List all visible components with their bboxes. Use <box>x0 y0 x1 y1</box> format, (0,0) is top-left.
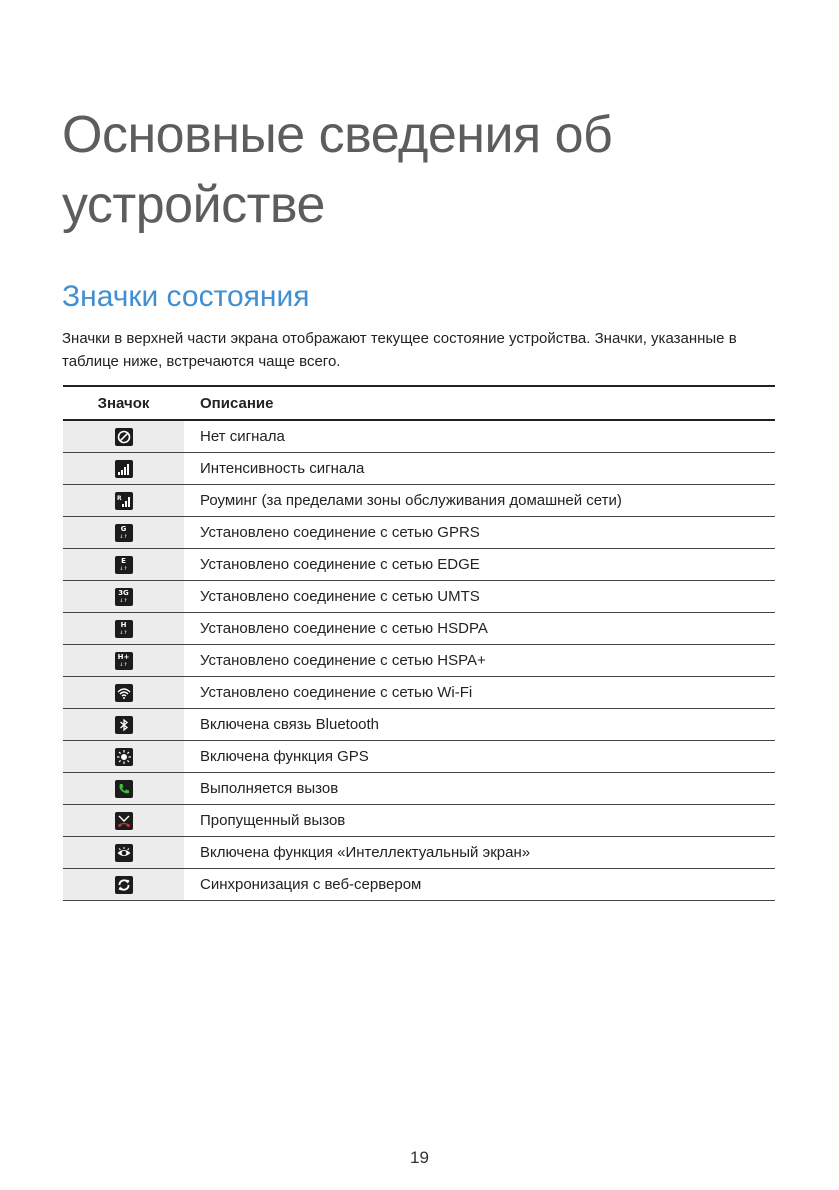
status-icons-table <box>63 385 775 901</box>
table-row <box>63 837 775 869</box>
page-number: 19 <box>410 1148 429 1167</box>
table-row <box>63 805 775 837</box>
row-description: Выполняется вызов <box>184 773 775 805</box>
call-in-progress-icon <box>115 780 133 798</box>
row-description: Роуминг (за пределами зоны обслуживания домашней сети) <box>184 485 775 517</box>
sync-icon <box>115 876 133 894</box>
table-row <box>63 773 775 805</box>
row-description: Установлено соединение с сетью GPRS <box>184 517 775 549</box>
table-row <box>63 741 775 773</box>
gprs-icon: G ↓↑ <box>115 524 133 542</box>
row-description: Установлено соединение с сетью UMTS <box>184 581 775 613</box>
table-row <box>63 485 775 517</box>
header-icon: Значок <box>63 386 184 420</box>
hsdpa-icon: H ↓↑ <box>115 620 133 638</box>
smart-screen-icon <box>115 844 133 862</box>
edge-icon: E ↓↑ <box>115 556 133 574</box>
row-description: Пропущенный вызов <box>184 805 775 837</box>
signal-strength-icon <box>115 460 133 478</box>
row-description: Включена функция «Интеллектуальный экран» <box>184 837 775 869</box>
row-description: Установлено соединение с сетью HSPA+ <box>184 645 775 677</box>
bluetooth-icon <box>115 716 133 734</box>
table-row <box>63 549 775 581</box>
table-row <box>63 709 775 741</box>
table-row <box>63 517 775 549</box>
row-description: Установлено соединение с сетью HSDPA <box>184 613 775 645</box>
table-header-row <box>63 386 775 420</box>
table-row <box>63 645 775 677</box>
table-row <box>63 677 775 709</box>
row-description: Включена функция GPS <box>184 741 775 773</box>
umts-icon: 3G ↓↑ <box>115 588 133 606</box>
hspa-plus-icon: H+ ↓↑ <box>115 652 133 670</box>
no-signal-icon <box>115 428 133 446</box>
section-title: Значки состояния <box>62 280 310 313</box>
table-row <box>63 453 775 485</box>
header-description: Описание <box>184 386 775 420</box>
svg-text:R: R <box>116 494 122 502</box>
missed-call-icon <box>115 812 133 830</box>
roaming-icon <box>115 492 133 510</box>
row-description: Установлено соединение с сетью Wi-Fi <box>184 677 775 709</box>
row-description: Установлено соединение с сетью EDGE <box>184 549 775 581</box>
chapter-title: Основные сведения об устройстве <box>62 106 613 234</box>
row-description: Интенсивность сигнала <box>184 453 775 485</box>
table-row <box>63 581 775 613</box>
wifi-icon <box>115 684 133 702</box>
table-row <box>63 613 775 645</box>
row-description: Включена связь Bluetooth <box>184 709 775 741</box>
row-description: Нет сигнала <box>184 420 775 453</box>
gps-icon <box>115 748 133 766</box>
row-description: Синхронизация с веб-сервером <box>184 869 775 901</box>
intro-paragraph: Значки в верхней части экрана отображают текущее состояние устройства. Значки, указанные в таблице ниже, встречаются чаще всего. <box>62 330 737 370</box>
table-row <box>63 869 775 901</box>
table-row <box>63 420 775 453</box>
